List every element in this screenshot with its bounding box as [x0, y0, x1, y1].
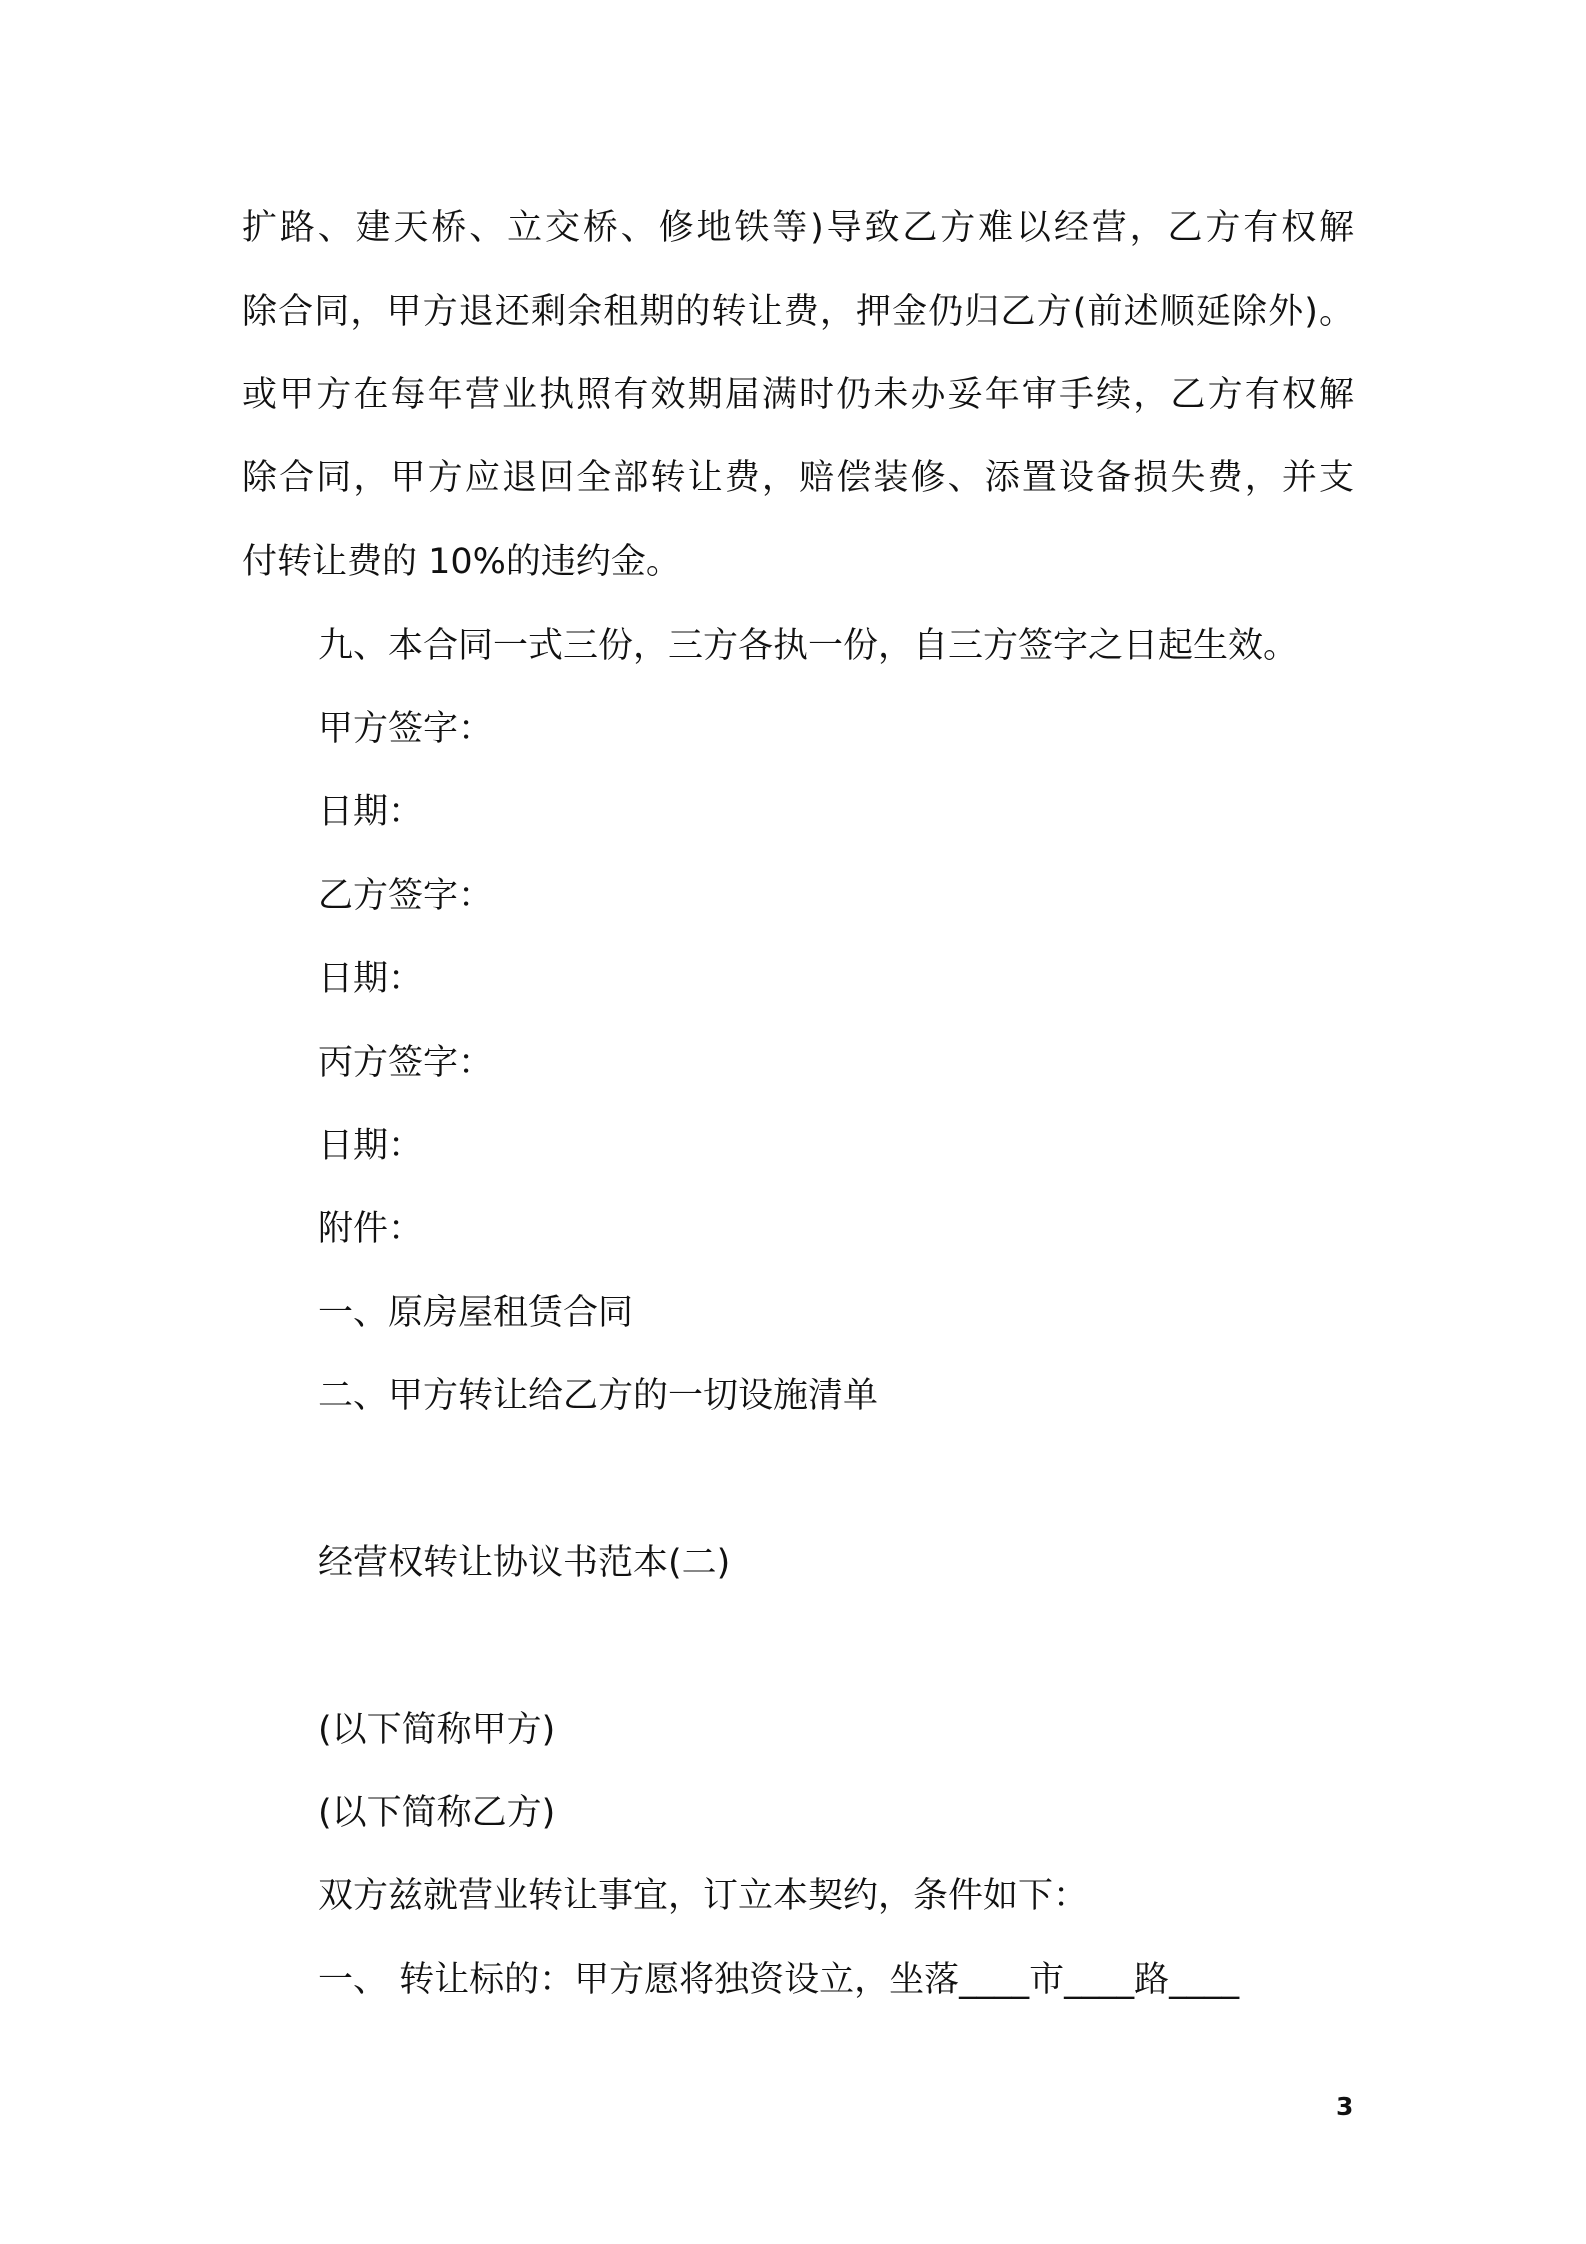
attachment-item-1: 一、原房屋租赁合同	[318, 1293, 634, 1333]
party-a-definition: (以下简称甲方)	[318, 1710, 556, 1750]
paragraph-line-2: 除合同，甲方退还剩余租期的转让费，押金仍归乙方(前述顺延除外)。	[242, 292, 1354, 332]
clause-1-line: 一、 转让标的：甲方愿将独资设立，坐落____市____路____	[318, 1960, 1240, 2000]
attachment-item-2: 二、甲方转让给乙方的一切设施清单	[318, 1376, 879, 1416]
paragraph-line-5: 付转让费的 10%的违约金。	[242, 542, 681, 582]
party-b-definition: (以下简称乙方)	[318, 1793, 556, 1833]
section-title: 经营权转让协议书范本(二)	[318, 1543, 731, 1583]
intro-line: 双方兹就营业转让事宜，订立本契约，条件如下：	[318, 1876, 1089, 1916]
party-b-signature-label: 乙方签字：	[318, 876, 494, 916]
party-a-signature-label: 甲方签字：	[318, 709, 494, 749]
paragraph-line-3: 或甲方在每年营业执照有效期届满时仍未办妥年审手续，乙方有权解	[242, 375, 1354, 415]
attachments-label: 附件：	[318, 1209, 424, 1249]
clause-9: 九、本合同一式三份，三方各执一份，自三方签字之日起生效。	[318, 626, 1299, 666]
party-c-date-label: 日期：	[318, 1126, 424, 1166]
party-b-date-label: 日期：	[318, 959, 424, 999]
paragraph-line-1: 扩路、建天桥、立交桥、修地铁等)导致乙方难以经营，乙方有权解	[242, 208, 1354, 248]
paragraph-line-4: 除合同，甲方应退回全部转让费，赔偿装修、添置设备损失费，并支	[242, 458, 1354, 498]
party-a-date-label: 日期：	[318, 792, 424, 832]
party-c-signature-label: 丙方签字：	[318, 1043, 494, 1083]
page-number: 3	[1336, 2092, 1354, 2121]
